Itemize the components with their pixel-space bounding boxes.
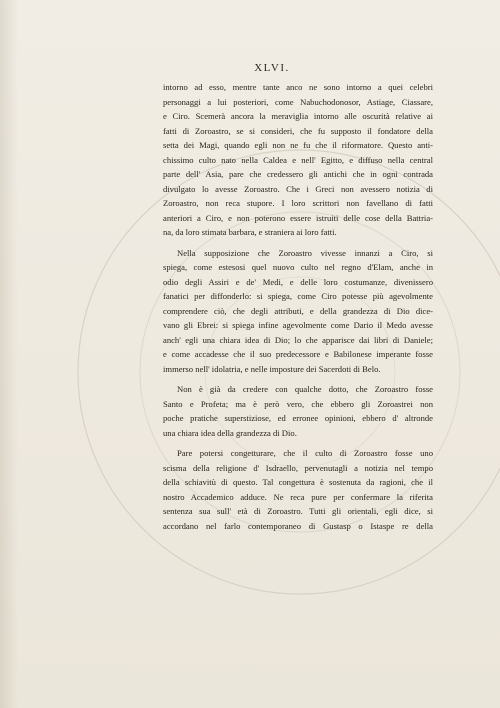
text-line: divulgato lo avesse Zoroastro. Che i Greci non avessero notizia di <box>163 183 433 194</box>
text-line: personaggi a lui posteriori, come Nabuchodonosor, Astiage, Ciassare, <box>163 96 433 107</box>
text-line: sentenza sua sull' età di Zoroastro. Tutti gli orientali, egli dice, si <box>163 506 433 516</box>
page-binding-shadow <box>0 0 18 708</box>
text-line: vano gli Ebrei: si spiega infine agevolmente come Dario il Medo avesse <box>163 320 433 330</box>
text-line: parte dell' Asia, pare che credessero gli antichi che in ogni contrada <box>163 169 433 179</box>
paragraph-1 <box>163 80 433 240</box>
text-line: accordano nel farlo contemporaneo di Gustasp o Istaspe re della <box>163 520 433 531</box>
text-line: Zoroastro, non reca stupore. I loro scrittori non favellano di fatti <box>163 198 433 208</box>
text-line: anch' egli una chiara idea di Dio; lo che apparisce dai libri di Daniele; <box>163 334 433 345</box>
text-line: una chiara idea della grandezza di Dio. <box>163 427 297 438</box>
paragraph-2 <box>163 246 433 377</box>
text-line: chissimo culto nato nella Caldea e nell' Egitto, e diffuso nella central <box>163 154 433 165</box>
text-line: nostro Accademico adduce. Ne reca pure per confermare la riferita <box>163 491 433 502</box>
page-number: XLVI. <box>254 62 290 74</box>
text-line: na, da loro stimata barbara, e straniera ai loro fatti. <box>163 227 337 237</box>
text-line: Nella supposizione che Zoroastro vivesse innanzi a Ciro, si <box>177 247 433 258</box>
text-line: odio degli Assiri e de' Medi, e delle loro costumanze, divenissero <box>163 276 433 287</box>
paragraph-3 <box>163 382 433 440</box>
text-line: intorno ad esso, mentre tante anco ne sono intorno a quei celebri <box>163 82 433 92</box>
text-line: Pare potersi congetturare, che il culto di Zoroastro fosse uno <box>177 448 433 458</box>
text-line: fatti di Zoroastro, se si consideri, che fu supposto il fondatore della <box>163 125 433 136</box>
text-line: setta dei Magi, quando egli non ne fu che il riformatore. Questo anti- <box>163 140 433 150</box>
text-line: e come accadesse che il suo predecessore e Babilonese imperante fosse <box>163 349 433 359</box>
text-line: della schiavitù di questo. Tal congettura è sostenuta da ragioni, che il <box>163 477 433 487</box>
text-line: e Ciro. Scemerà ancora la meraviglia intorno alle oscurità relative ai <box>163 111 433 121</box>
text-line: immerso nell' idolatria, e nelle imposture dei Sacerdoti di Belo. <box>163 363 381 374</box>
text-line: fanatici per diffonderlo: si spiega, come Ciro potesse più agevolmente <box>163 291 433 301</box>
text-line: Non è già da credere con qualche dotto, che Zoroastro fosse <box>177 384 433 394</box>
paragraph-4 <box>163 446 433 533</box>
text-line: anteriori a Ciro, e non poterono essere istruiti delle cose della Battria- <box>163 212 433 223</box>
body-text <box>163 80 433 539</box>
text-line: comprendere ciò, che degli attributi, e della grandezza di Dio dice- <box>163 305 433 316</box>
text-line: scisma della religione d' Isdraello, pervenutagli a notizia nel tempo <box>163 462 433 473</box>
text-line: poche pratiche superstiziose, ed erronee opinioni, ebbero d' altronde <box>163 413 433 423</box>
text-line: Santo e Profeta; ma è però vero, che ebbero gli Zoroastrei non <box>163 398 433 409</box>
text-line: spiega, come estesosi quel nuovo culto nel regno d'Elam, anche in <box>163 262 433 272</box>
